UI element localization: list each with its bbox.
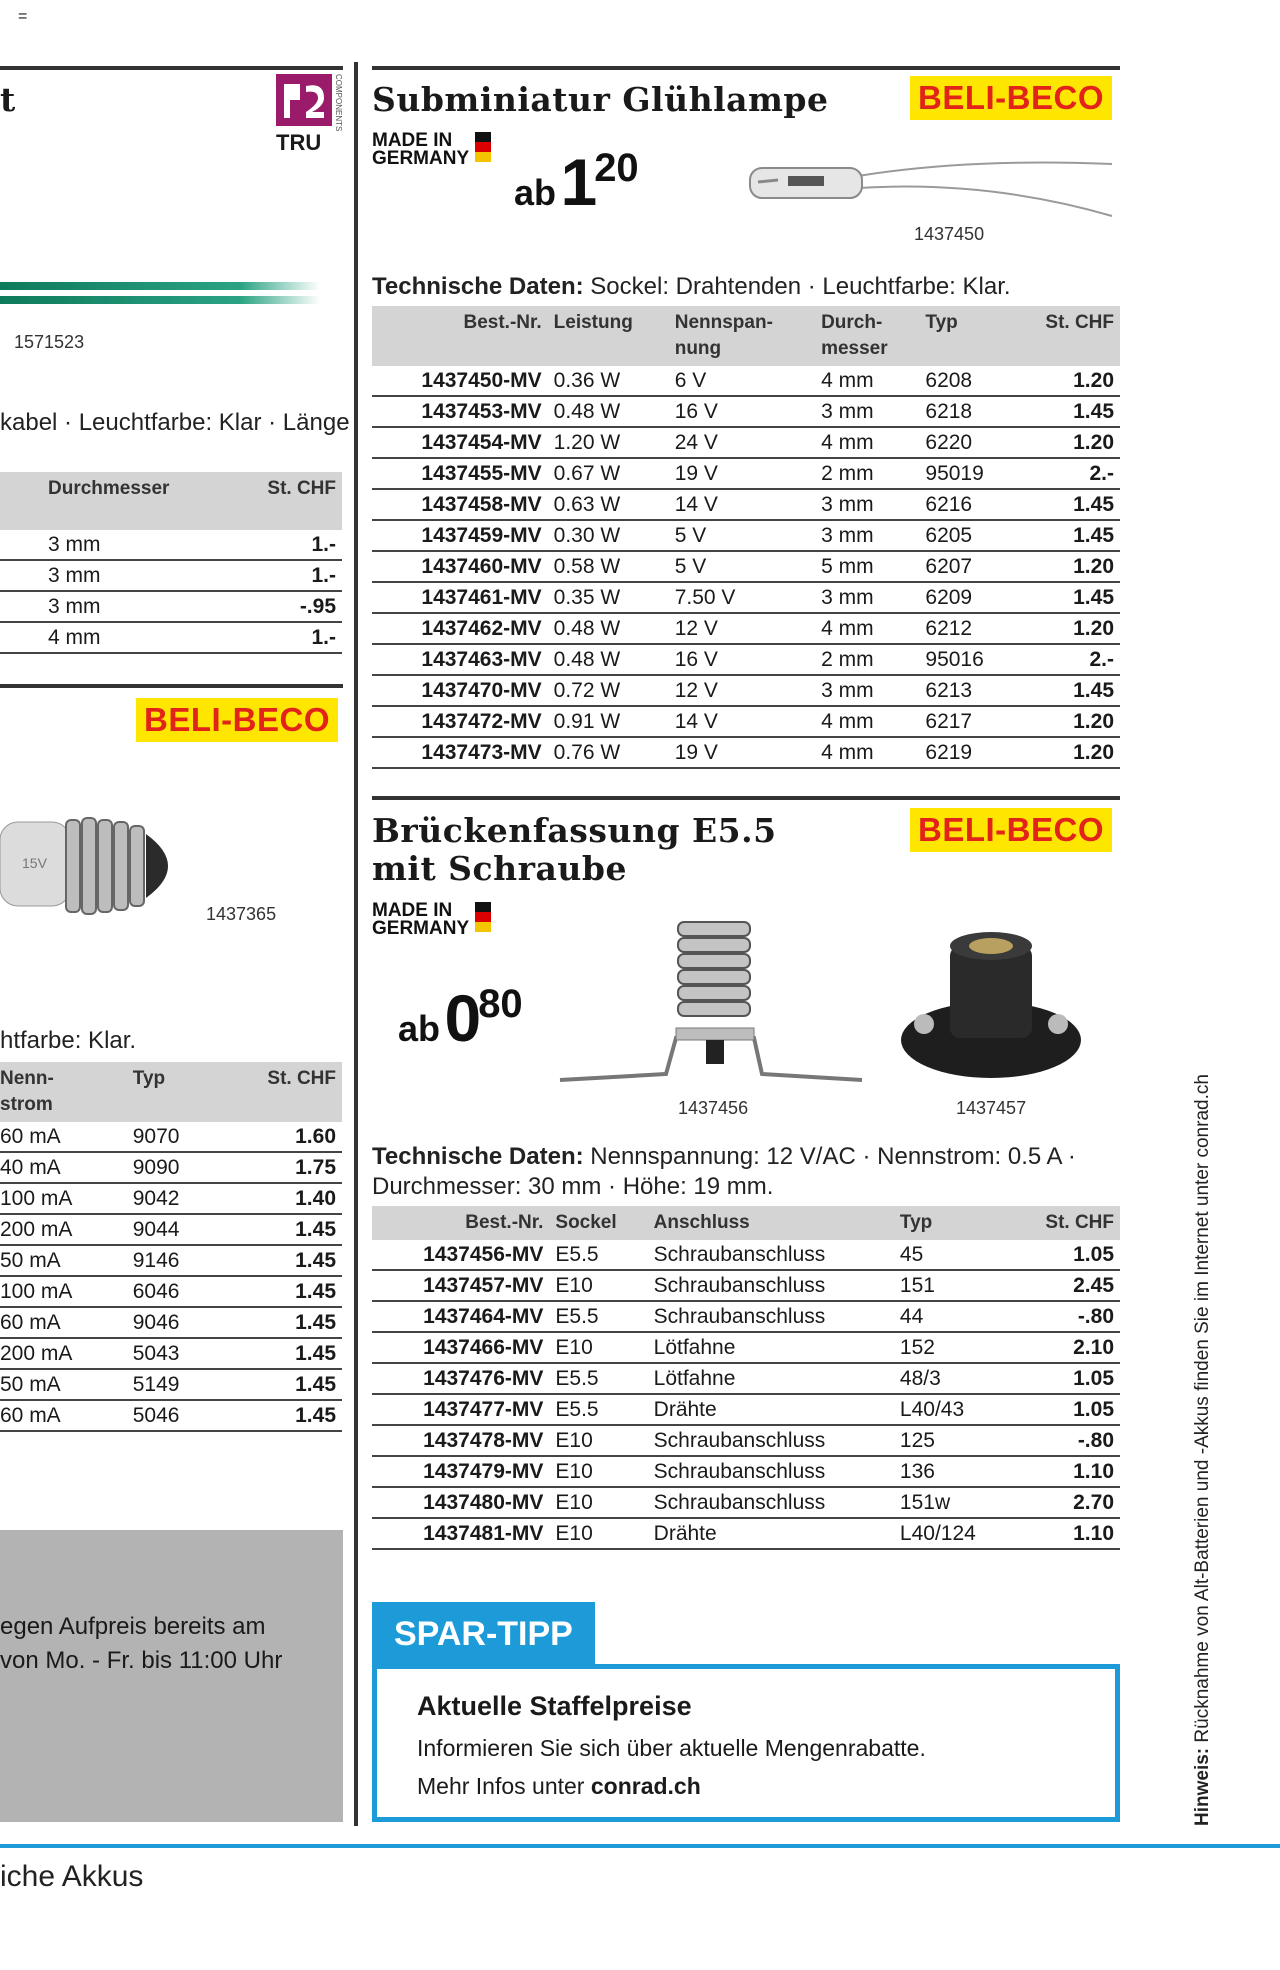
left-table-1 bbox=[0, 472, 342, 654]
table-cell: 1437464-MV bbox=[372, 1301, 549, 1332]
table-cell: 1437480-MV bbox=[372, 1487, 549, 1518]
table-cell: 9046 bbox=[119, 1307, 220, 1338]
page-mark: = bbox=[18, 8, 28, 25]
table-cell: Drähte bbox=[648, 1518, 894, 1549]
table-cell: 100 mA bbox=[0, 1183, 119, 1214]
left-heading-fragment: t bbox=[0, 80, 16, 119]
made-in-germany-1: MADE IN GERMANY bbox=[372, 132, 491, 168]
table-row bbox=[0, 1183, 342, 1214]
table-cell: 0.48 W bbox=[548, 644, 669, 675]
item-number-1437450: 1437450 bbox=[914, 224, 985, 244]
table-cell: 5043 bbox=[119, 1338, 220, 1369]
table-cell: 9090 bbox=[119, 1152, 220, 1183]
item-number-1437365: 1437365 bbox=[206, 904, 277, 924]
left-tech-fragment-2: htfarbe: Klar. bbox=[0, 1027, 137, 1054]
table-cell: 1.45 bbox=[1013, 675, 1120, 706]
table-cell: 1.20 bbox=[1013, 366, 1120, 396]
table-cell: 151 bbox=[894, 1270, 1012, 1301]
table-cell: 4 mm bbox=[815, 706, 919, 737]
e10-bulb-image bbox=[0, 808, 200, 928]
table-row bbox=[0, 591, 342, 622]
table-cell: 3 mm bbox=[0, 530, 234, 560]
table-cell: 200 mA bbox=[0, 1338, 119, 1369]
table-cell: 3 mm bbox=[815, 520, 919, 551]
table-cell: 1437463-MV bbox=[372, 644, 548, 675]
table-cell: 1.45 bbox=[1013, 396, 1120, 427]
table-cell: 0.63 W bbox=[548, 489, 669, 520]
table-row bbox=[372, 1301, 1120, 1332]
table-cell: 4 mm bbox=[815, 737, 919, 768]
table-cell: 16 V bbox=[669, 396, 815, 427]
table-cell: Schraubanschluss bbox=[648, 1487, 894, 1518]
table-row bbox=[0, 1307, 342, 1338]
table-cell: 0.48 W bbox=[548, 613, 669, 644]
table-cell: 1437479-MV bbox=[372, 1456, 549, 1487]
table-cell: 1437457-MV bbox=[372, 1270, 549, 1301]
table-cell: 1437462-MV bbox=[372, 613, 548, 644]
table-cell: 45 bbox=[894, 1240, 1012, 1270]
table-cell: 1437454-MV bbox=[372, 427, 548, 458]
tech-label-1: Technische Daten: bbox=[372, 273, 584, 300]
table-cell: 9042 bbox=[119, 1183, 220, 1214]
table-cell: 3 mm bbox=[815, 582, 919, 613]
header-best-nr: Best.-Nr. bbox=[372, 306, 548, 366]
table-row bbox=[372, 427, 1120, 458]
table-cell: 3 mm bbox=[0, 560, 234, 591]
table-cell: 5046 bbox=[119, 1400, 220, 1431]
item-number-1571523: 1571523 bbox=[14, 332, 85, 352]
table-cell: 1437470-MV bbox=[372, 675, 548, 706]
table-cell: E5.5 bbox=[549, 1301, 647, 1332]
left-tech-fragment-1: kabel · Leuchtfarbe: Klar · Länge bbox=[0, 409, 350, 436]
table-row bbox=[0, 1276, 342, 1307]
table-cell: 16 V bbox=[669, 644, 815, 675]
table-cell: Lötfahne bbox=[648, 1332, 894, 1363]
spar-tipp-line-2-prefix: Mehr Infos unter bbox=[417, 1773, 585, 1799]
tech-text-1: Sockel: Drahtenden · Leuchtfarbe: Klar. bbox=[590, 273, 1011, 300]
grey-info-box bbox=[0, 1530, 343, 1822]
table-cell: E5.5 bbox=[549, 1363, 647, 1394]
header-durchmesser: Durch- messer bbox=[815, 306, 919, 366]
table-cell: 0.91 W bbox=[548, 706, 669, 737]
table-row bbox=[372, 489, 1120, 520]
table-row bbox=[372, 1456, 1120, 1487]
table-row bbox=[372, 613, 1120, 644]
table-row bbox=[0, 1122, 342, 1152]
table-row bbox=[372, 737, 1120, 768]
table-row bbox=[372, 520, 1120, 551]
header-price: St. CHF bbox=[1012, 1206, 1120, 1240]
germany-flag-icon bbox=[475, 902, 491, 932]
table-cell: 1.20 bbox=[1013, 427, 1120, 458]
table-cell: 6 V bbox=[669, 366, 815, 396]
table-row bbox=[0, 622, 342, 653]
table-row bbox=[372, 1425, 1120, 1456]
table-cell: 1.05 bbox=[1012, 1240, 1120, 1270]
table-cell: 1.05 bbox=[1012, 1363, 1120, 1394]
table-cell: E10 bbox=[549, 1487, 647, 1518]
table-cell: 12 V bbox=[669, 613, 815, 644]
table-cell: 1437456-MV bbox=[372, 1240, 549, 1270]
table-cell: 1.45 bbox=[220, 1400, 342, 1431]
table-cell: E10 bbox=[549, 1332, 647, 1363]
header-nennstrom: Nenn- strom bbox=[0, 1062, 119, 1122]
table-cell: 60 mA bbox=[0, 1307, 119, 1338]
table-cell: 2 mm bbox=[815, 458, 919, 489]
table-cell: 6216 bbox=[919, 489, 1013, 520]
cable-image bbox=[0, 280, 320, 310]
table-cell: 1437481-MV bbox=[372, 1518, 549, 1549]
section1-title: Subminiatur Glühlampe bbox=[372, 80, 829, 119]
section1-top-rule bbox=[372, 66, 1120, 70]
tech-line-1: Nennspannung: 12 V/AC · Nennstrom: 0.5 A · bbox=[590, 1143, 1076, 1170]
table-cell: 6217 bbox=[919, 706, 1013, 737]
table-row bbox=[0, 530, 342, 560]
table-cell: 6209 bbox=[919, 582, 1013, 613]
table-cell: -.80 bbox=[1012, 1425, 1120, 1456]
table-row bbox=[372, 366, 1120, 396]
table-cell: Schraubanschluss bbox=[648, 1270, 894, 1301]
table-cell: 2.- bbox=[1013, 458, 1120, 489]
header-typ: Typ bbox=[894, 1206, 1012, 1240]
table-cell: 0.36 W bbox=[548, 366, 669, 396]
table-cell: 2.10 bbox=[1012, 1332, 1120, 1363]
table-row bbox=[0, 1214, 342, 1245]
tech-line-2: Durchmesser: 30 mm · Höhe: 19 mm. bbox=[372, 1173, 774, 1200]
table-cell: 2 mm bbox=[815, 644, 919, 675]
table-cell: 1.45 bbox=[220, 1369, 342, 1400]
table-cell: 1.10 bbox=[1012, 1518, 1120, 1549]
table-cell: 6208 bbox=[919, 366, 1013, 396]
table-cell: 125 bbox=[894, 1425, 1012, 1456]
table-cell: 95016 bbox=[919, 644, 1013, 675]
table-row bbox=[372, 396, 1120, 427]
conrad-link[interactable]: conrad.ch bbox=[590, 1773, 701, 1799]
table-cell: -.95 bbox=[234, 591, 342, 622]
table-cell: 4 mm bbox=[815, 427, 919, 458]
table-cell: 5 V bbox=[669, 551, 815, 582]
table-cell: Schraubanschluss bbox=[648, 1301, 894, 1332]
header-price: St. CHF bbox=[1013, 306, 1120, 366]
table-cell: 4 mm bbox=[815, 613, 919, 644]
table-cell: 3 mm bbox=[0, 591, 234, 622]
table-cell: 2.45 bbox=[1012, 1270, 1120, 1301]
table-cell: 1.45 bbox=[220, 1276, 342, 1307]
table-cell: 2.70 bbox=[1012, 1487, 1120, 1518]
header-anschluss: Anschluss bbox=[648, 1206, 894, 1240]
spar-tipp-tag: SPAR-TIPP bbox=[372, 1602, 595, 1666]
table-cell: 1.60 bbox=[220, 1122, 342, 1152]
header-sockel: Sockel bbox=[549, 1206, 647, 1240]
footer-text: iche Akkus bbox=[0, 1860, 144, 1893]
table-cell: 9044 bbox=[119, 1214, 220, 1245]
table-cell: Lötfahne bbox=[648, 1363, 894, 1394]
table-cell: 1437466-MV bbox=[372, 1332, 549, 1363]
table-row bbox=[0, 1245, 342, 1276]
side-note bbox=[1192, 1074, 1214, 1826]
table-cell: 1437458-MV bbox=[372, 489, 548, 520]
spar-tipp-box bbox=[372, 1664, 1120, 1822]
grey-box-line-2: von Mo. - Fr. bis 11:00 Uhr bbox=[0, 1647, 283, 1674]
side-note-label: Hinweis: bbox=[1192, 1747, 1213, 1826]
left-table-2 bbox=[0, 1062, 342, 1432]
table-cell: 44 bbox=[894, 1301, 1012, 1332]
table-cell: 6207 bbox=[919, 551, 1013, 582]
table-cell: E5.5 bbox=[549, 1394, 647, 1425]
table-cell: 1.20 bbox=[1013, 737, 1120, 768]
table-cell: 100 mA bbox=[0, 1276, 119, 1307]
table-cell: 1.20 bbox=[1013, 551, 1120, 582]
table-cell: 1437477-MV bbox=[372, 1394, 549, 1425]
section2-table bbox=[372, 1206, 1120, 1550]
table-cell: 1.05 bbox=[1012, 1394, 1120, 1425]
table-cell: 60 mA bbox=[0, 1400, 119, 1431]
bulb-marking: 15V bbox=[22, 855, 47, 871]
table-cell: 1.45 bbox=[1013, 489, 1120, 520]
table-cell: 9070 bbox=[119, 1122, 220, 1152]
table-cell: 1437461-MV bbox=[372, 582, 548, 613]
table-cell: 9146 bbox=[119, 1245, 220, 1276]
table-cell: 6220 bbox=[919, 427, 1013, 458]
table-row bbox=[372, 675, 1120, 706]
table-cell: 1.10 bbox=[1012, 1456, 1120, 1487]
column-divider bbox=[354, 62, 358, 1826]
table-row bbox=[0, 560, 342, 591]
table-cell: 5 V bbox=[669, 520, 815, 551]
table-cell: 0.67 W bbox=[548, 458, 669, 489]
table-cell: 1.45 bbox=[1013, 520, 1120, 551]
table-row bbox=[372, 458, 1120, 489]
table-row bbox=[372, 1270, 1120, 1301]
table-cell: 1.- bbox=[234, 560, 342, 591]
table-cell: 5 mm bbox=[815, 551, 919, 582]
header-durchmesser: Durchmesser bbox=[0, 472, 234, 530]
table-row bbox=[372, 706, 1120, 737]
table-cell: 151w bbox=[894, 1487, 1012, 1518]
header-price: St. CHF bbox=[220, 1062, 342, 1122]
table-cell: 12 V bbox=[669, 675, 815, 706]
bridge-socket-e10-image bbox=[896, 918, 1086, 1088]
table-cell: L40/124 bbox=[894, 1518, 1012, 1549]
table-cell: 3 mm bbox=[815, 675, 919, 706]
table-cell: 136 bbox=[894, 1456, 1012, 1487]
left-mid-rule bbox=[0, 684, 343, 688]
table-cell: 0.72 W bbox=[548, 675, 669, 706]
table-row bbox=[372, 1487, 1120, 1518]
table-cell: 6213 bbox=[919, 675, 1013, 706]
table-cell: E10 bbox=[549, 1518, 647, 1549]
brand-badge-left: BELI-BECO bbox=[136, 698, 338, 742]
table-cell: 1.- bbox=[234, 530, 342, 560]
table-cell: 19 V bbox=[669, 737, 815, 768]
table-cell: 7.50 V bbox=[669, 582, 815, 613]
section2-title: Brückenfassung E5.5 mit Schraube bbox=[372, 811, 777, 888]
table-cell: 1437472-MV bbox=[372, 706, 548, 737]
table-cell: 60 mA bbox=[0, 1122, 119, 1152]
table-cell: 6205 bbox=[919, 520, 1013, 551]
table-cell: 14 V bbox=[669, 489, 815, 520]
table-row bbox=[372, 644, 1120, 675]
item-number-1437457: 1437457 bbox=[956, 1098, 1027, 1118]
table-cell: 3 mm bbox=[815, 489, 919, 520]
table-cell: 1437478-MV bbox=[372, 1425, 549, 1456]
table-cell: 1.45 bbox=[220, 1245, 342, 1276]
table-cell: 48/3 bbox=[894, 1363, 1012, 1394]
table-cell: 14 V bbox=[669, 706, 815, 737]
table-cell: 1437460-MV bbox=[372, 551, 548, 582]
table-cell: 1437450-MV bbox=[372, 366, 548, 396]
table-cell: Schraubanschluss bbox=[648, 1240, 894, 1270]
table-cell: 1.45 bbox=[220, 1338, 342, 1369]
table-cell: 152 bbox=[894, 1332, 1012, 1363]
table-cell: 1.45 bbox=[1013, 582, 1120, 613]
table-cell: 19 V bbox=[669, 458, 815, 489]
table-row bbox=[372, 1363, 1120, 1394]
price-section1: ab $1^{20}$ bbox=[514, 145, 639, 219]
side-note-text: Rücknahme von Alt-Batterien und -Akkus finden Sie im Internet unter conrad.ch bbox=[1192, 1074, 1213, 1743]
grey-box-line-1: egen Aufpreis bereits am bbox=[0, 1613, 266, 1640]
table-cell: 1.45 bbox=[220, 1307, 342, 1338]
table-cell: 24 V bbox=[669, 427, 815, 458]
table-cell: 1437459-MV bbox=[372, 520, 548, 551]
logo-text: TRU bbox=[276, 130, 322, 155]
spar-tipp-heading: Aktuelle Staffelpreise bbox=[417, 1691, 692, 1721]
table-cell: 50 mA bbox=[0, 1245, 119, 1276]
spar-tipp-line-1: Informieren Sie sich über aktuelle Mengenrabatte. bbox=[417, 1735, 926, 1761]
bridge-socket-e55-image bbox=[556, 918, 866, 1088]
table-cell: 1.20 W bbox=[548, 427, 669, 458]
table-cell: 1.75 bbox=[220, 1152, 342, 1183]
germany-flag-icon bbox=[475, 132, 491, 162]
section2-top-rule bbox=[372, 796, 1120, 800]
table-cell: E10 bbox=[549, 1425, 647, 1456]
table-row bbox=[372, 1394, 1120, 1425]
table-cell: 0.58 W bbox=[548, 551, 669, 582]
table-cell: Schraubanschluss bbox=[648, 1425, 894, 1456]
brand-badge-section1: BELI-BECO bbox=[910, 76, 1112, 120]
table-cell: 1.- bbox=[234, 622, 342, 653]
footer-rule bbox=[0, 1844, 1280, 1848]
table-row bbox=[372, 582, 1120, 613]
table-cell: -.80 bbox=[1012, 1301, 1120, 1332]
subminiature-bulb-image bbox=[748, 150, 1118, 230]
table-cell: 0.48 W bbox=[548, 396, 669, 427]
header-price: St. CHF bbox=[234, 472, 342, 530]
table-row bbox=[372, 1332, 1120, 1363]
header-typ: Typ bbox=[119, 1062, 220, 1122]
table-cell: 1.20 bbox=[1013, 613, 1120, 644]
logo-subtext: COMPONENTS bbox=[334, 74, 343, 132]
table-cell: E5.5 bbox=[549, 1240, 647, 1270]
table-row bbox=[372, 1240, 1120, 1270]
table-row bbox=[0, 1369, 342, 1400]
table-cell: 6212 bbox=[919, 613, 1013, 644]
table-cell: 1437455-MV bbox=[372, 458, 548, 489]
table-row bbox=[372, 1518, 1120, 1549]
table-cell: 5149 bbox=[119, 1369, 220, 1400]
table-cell: 0.76 W bbox=[548, 737, 669, 768]
left-top-rule bbox=[0, 66, 343, 70]
table-cell: 1437476-MV bbox=[372, 1363, 549, 1394]
header-typ: Typ bbox=[919, 306, 1013, 366]
table-cell: 0.35 W bbox=[548, 582, 669, 613]
table-cell: L40/43 bbox=[894, 1394, 1012, 1425]
table-cell: 1.45 bbox=[220, 1214, 342, 1245]
table-cell: 1.20 bbox=[1013, 706, 1120, 737]
table-cell: 6218 bbox=[919, 396, 1013, 427]
tech-label-2: Technische Daten: bbox=[372, 1143, 584, 1170]
brand-badge-section2: BELI-BECO bbox=[910, 808, 1112, 852]
table-cell: E10 bbox=[549, 1456, 647, 1487]
table-row bbox=[0, 1400, 342, 1431]
table-cell: 6219 bbox=[919, 737, 1013, 768]
table-row bbox=[0, 1152, 342, 1183]
item-number-1437456: 1437456 bbox=[678, 1098, 749, 1118]
made-in-germany-2: MADE IN GERMANY bbox=[372, 902, 491, 938]
header-best-nr: Best.-Nr. bbox=[372, 1206, 549, 1240]
section1-table bbox=[372, 306, 1120, 769]
table-cell: E10 bbox=[549, 1270, 647, 1301]
table-cell: 95019 bbox=[919, 458, 1013, 489]
table-cell: 40 mA bbox=[0, 1152, 119, 1183]
table-cell: Schraubanschluss bbox=[648, 1456, 894, 1487]
table-cell: 0.30 W bbox=[548, 520, 669, 551]
table-cell: 1437473-MV bbox=[372, 737, 548, 768]
table-cell: 3 mm bbox=[815, 396, 919, 427]
table-cell: 1.40 bbox=[220, 1183, 342, 1214]
table-cell: Drähte bbox=[648, 1394, 894, 1425]
table-row bbox=[372, 551, 1120, 582]
table-cell: 4 mm bbox=[0, 622, 234, 653]
table-cell: 50 mA bbox=[0, 1369, 119, 1400]
table-cell: 1437453-MV bbox=[372, 396, 548, 427]
price-section2: ab $0^{80}$ bbox=[398, 981, 523, 1055]
table-cell: 6046 bbox=[119, 1276, 220, 1307]
table-row bbox=[0, 1338, 342, 1369]
table-cell: 4 mm bbox=[815, 366, 919, 396]
header-leistung: Leistung bbox=[548, 306, 669, 366]
table-cell: 2.- bbox=[1013, 644, 1120, 675]
header-nennspannung: Nennspan- nung bbox=[669, 306, 815, 366]
table-cell: 200 mA bbox=[0, 1214, 119, 1245]
